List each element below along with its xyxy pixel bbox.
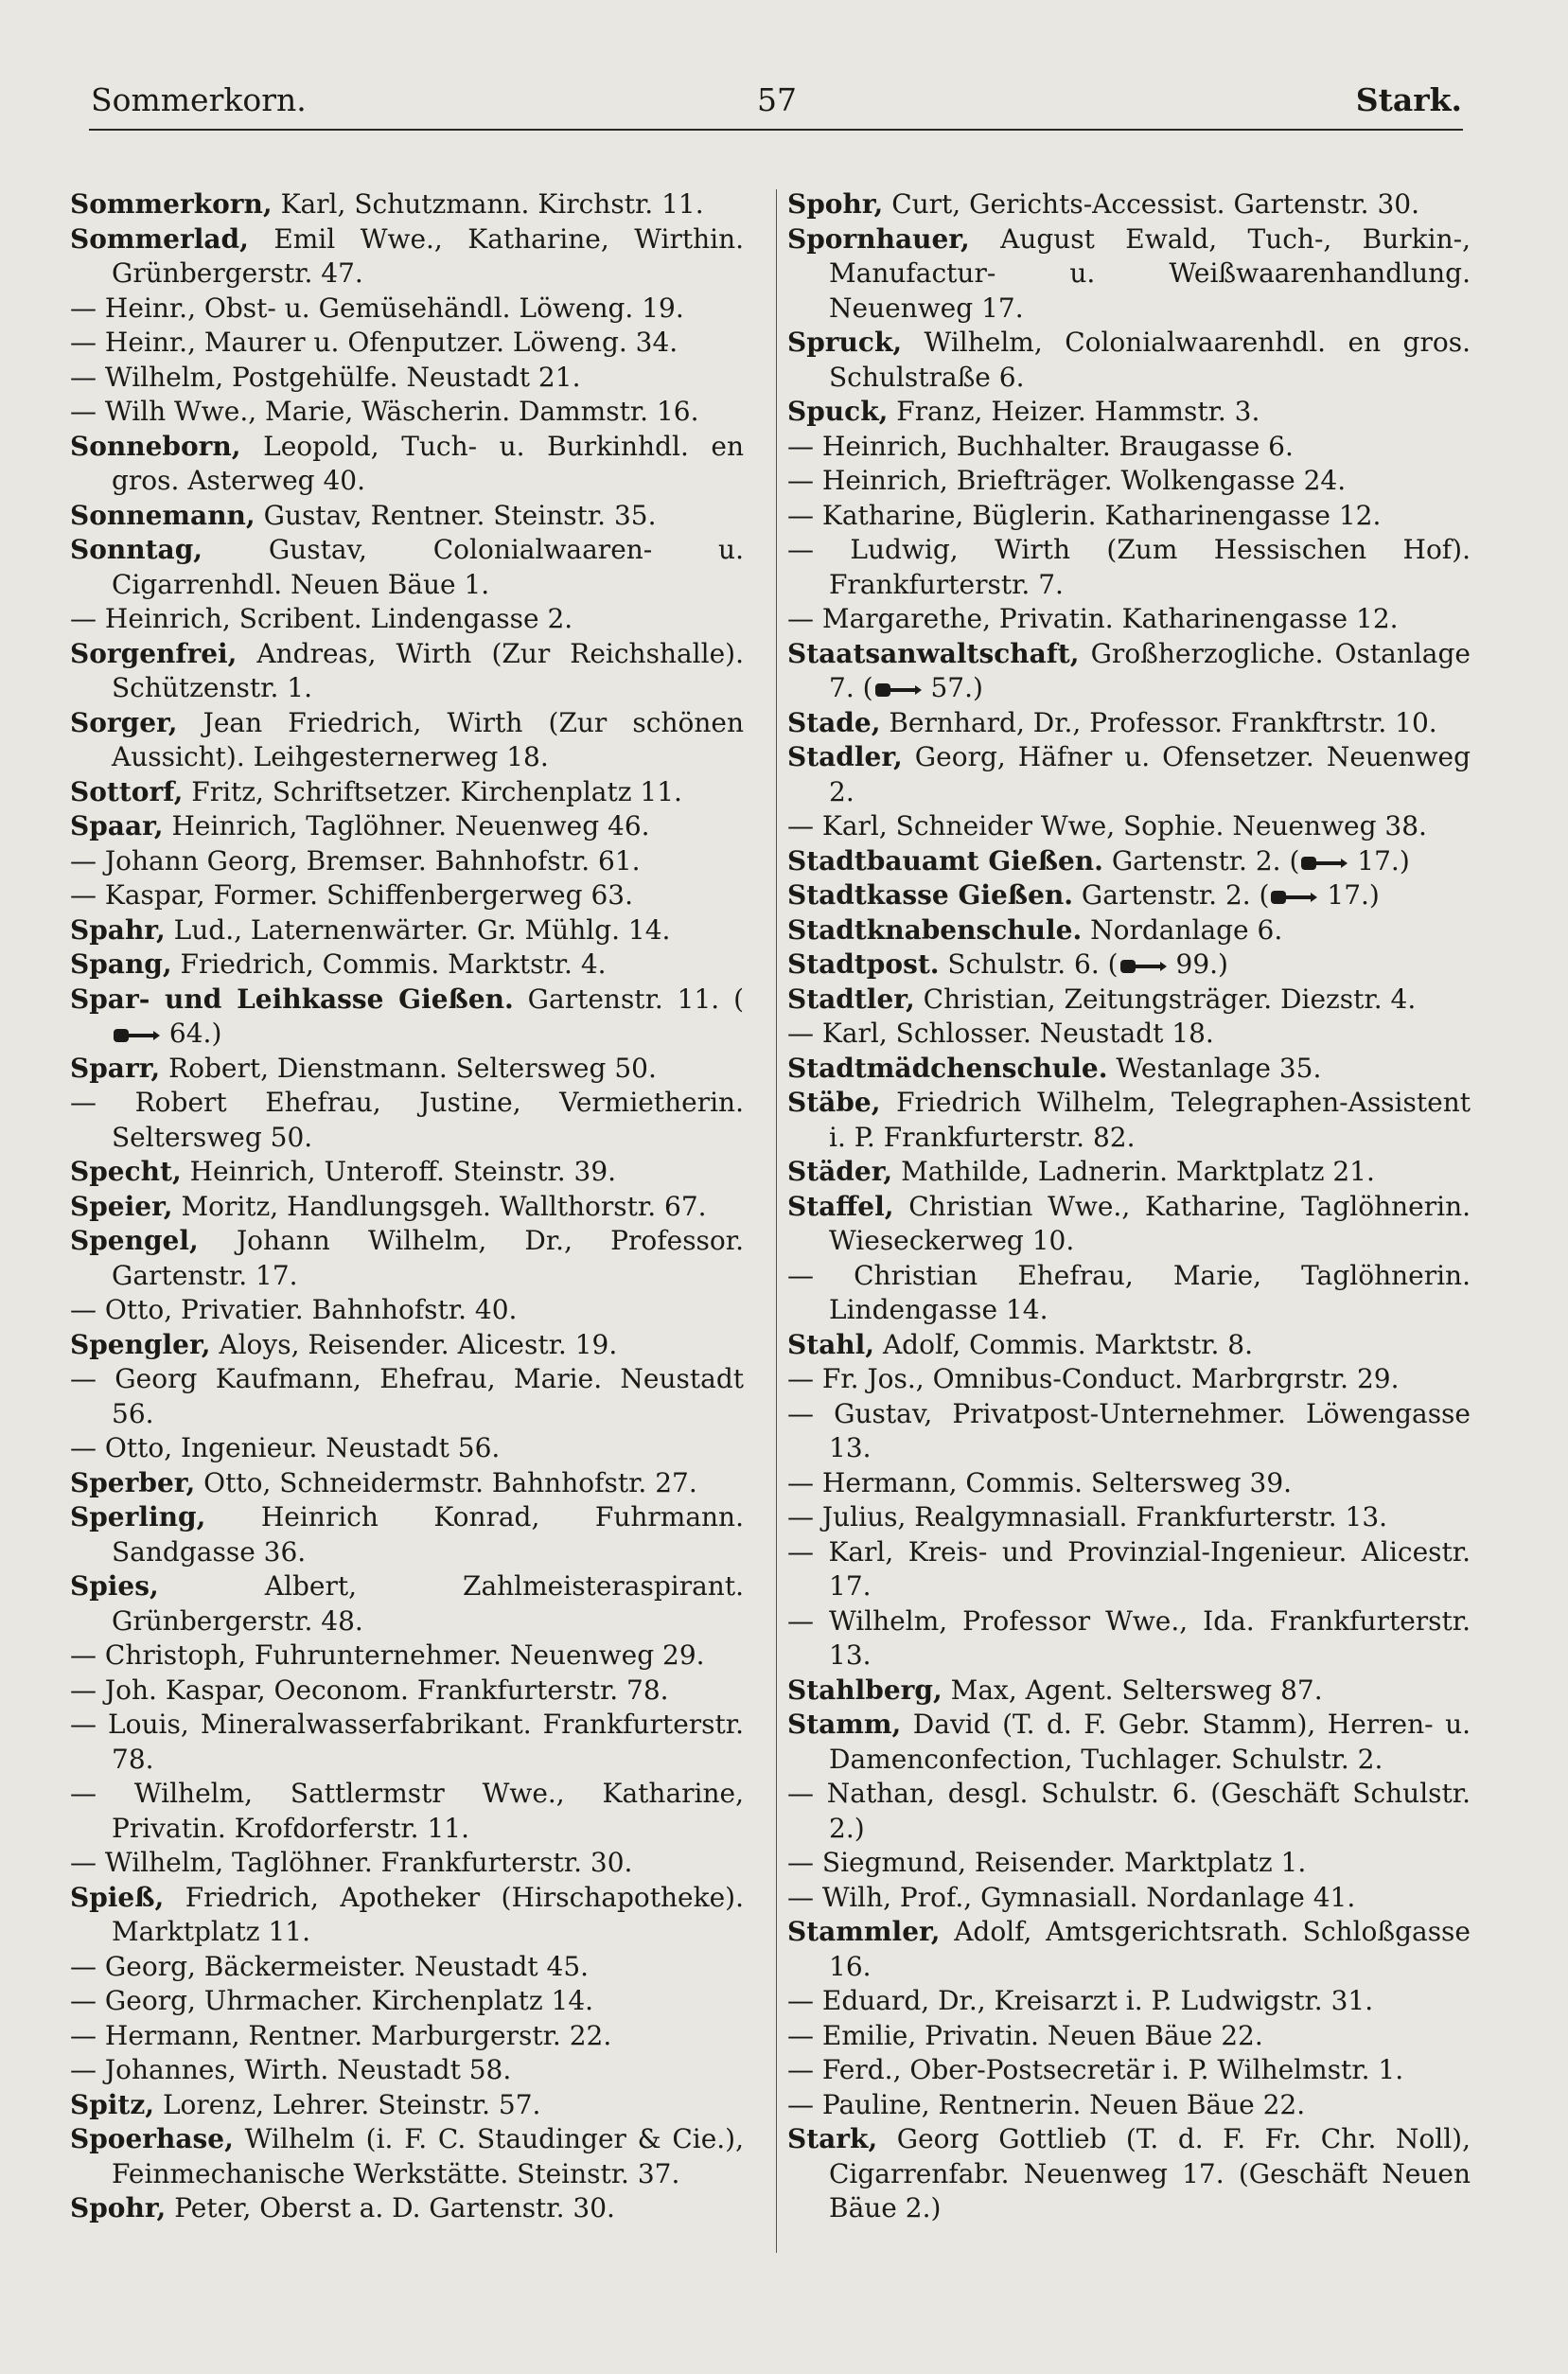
directory-entry [70, 1950, 744, 1985]
directory-entry [70, 1777, 744, 1846]
directory-entry [787, 913, 1471, 948]
entry-details: — Fr. Jos., Omnibus-Conduct. Marbrgrstr. 29. [787, 1363, 1400, 1394]
entry-surname: Specht, [70, 1156, 182, 1187]
entry-details: Gartenstr. 2. [1111, 844, 1281, 877]
entry-details: — Robert Ehefrau, Justine, Vermietherin. Seltersweg 50. [70, 1087, 744, 1153]
entry-surname: Stahlberg, [787, 1674, 943, 1706]
entry-details: Otto, Schneidermstr. Bahnhofstr. 27. [203, 1466, 697, 1498]
telephone-hand-icon [873, 681, 923, 700]
directory-entry [787, 2088, 1471, 2123]
entry-surname: Stahl, [787, 1328, 875, 1360]
entry-details: Wilhelm, Colonialwaarenhdl. en gros. Schulstraße 6. [829, 327, 1471, 393]
directory-entry [70, 2191, 744, 2226]
directory-entry [787, 1328, 1471, 1363]
entry-details: Franz, Heizer. Hammstr. 3. [896, 396, 1260, 427]
entry-details: — Wilhelm, Professor Wwe., Ida. Frankfurterstr. 13. [787, 1604, 1471, 1671]
entry-details: — Johannes, Wirth. Neustadt 58. [70, 2054, 512, 2085]
directory-entry [787, 464, 1471, 499]
directory-entry [787, 1259, 1471, 1328]
directory-entry [70, 326, 744, 361]
telephone-number: 99. [1175, 948, 1219, 980]
directory-entry [70, 948, 744, 983]
directory-entry [70, 1190, 744, 1225]
directory-entry [787, 326, 1471, 395]
directory-entry [787, 187, 1471, 222]
entry-surname: Stadler, [787, 741, 903, 772]
directory-entry [70, 1224, 744, 1293]
entry-details: — Ferd., Ober-Postsecretär i. P. Wilhelmstr. 1. [787, 2054, 1404, 2085]
entry-surname: Sommerkorn, [70, 188, 273, 220]
entry-surname: Spruck, [787, 327, 903, 358]
telephone-hand-icon [112, 1026, 161, 1045]
entry-details: Jean Friedrich, Wirth (Zur schönen Aussicht). Leihgesternerweg 18. [112, 706, 744, 772]
directory-entry [70, 222, 744, 292]
entry-details: Adolf, Amtsgerichtsrath. Schloßgasse 16. [829, 1916, 1471, 1982]
entry-details: — Christian Ehefrau, Marie, Taglöhnerin. Lindengasse 14. [787, 1259, 1471, 1325]
entry-details: Leopold, Tuch- u. Burkinhdl. en gros. Asterweg 40. [112, 430, 744, 496]
entry-details: Georg, Häfner u. Ofensetzer. Neuenweg 2. [829, 741, 1471, 807]
entry-details: — Otto, Ingenieur. Neustadt 56. [70, 1432, 501, 1463]
entry-details: Johann Wilhelm, Dr., Professor. Gartenstr. 17. [112, 1225, 744, 1291]
entry-details: — Wilhelm, Postgehülfe. Neustadt 21. [70, 361, 581, 393]
directory-entry [787, 1535, 1471, 1604]
entry-details: Fritz, Schriftsetzer. Kirchenplatz 11. [191, 775, 682, 807]
directory-entry [787, 1777, 1471, 1846]
directory-entry [787, 1397, 1471, 1466]
entry-details: Christian, Zeitungsträger. Diezstr. 4. [923, 983, 1417, 1015]
directory-entry [70, 1086, 744, 1155]
entry-details: — Wilh Wwe., Marie, Wäscherin. Dammstr. 16. [70, 396, 699, 427]
directory-entry [70, 1293, 744, 1328]
entry-surname: Sottorf, [70, 775, 184, 807]
entry-details: — Wilh, Prof., Gymnasiall. Nordanlage 41. [787, 1881, 1356, 1913]
entry-details: — Johann Georg, Bremser. Bahnhofstr. 61. [70, 844, 641, 877]
directory-entry [70, 499, 744, 534]
entry-surname: Sperber, [70, 1466, 196, 1498]
entry-details: — Nathan, desgl. Schulstr. 6. (Geschäft Schulstr. 2.) [787, 1778, 1471, 1844]
entry-details: — Margarethe, Privatin. Katharinengasse 12. [787, 603, 1399, 634]
entry-details: Christian Wwe., Katharine, Taglöhnerin. Wieseckerweg 10. [829, 1190, 1471, 1256]
entry-surname: Staffel, [787, 1190, 894, 1222]
entry-surname: Stark, [787, 2123, 878, 2154]
directory-entry [787, 1190, 1471, 1259]
directory-entry [70, 637, 744, 706]
directory-entry [70, 1881, 744, 1950]
entry-details: — Joh. Kaspar, Oeconom. Frankfurterstr. 78. [70, 1674, 669, 1706]
entry-surname: Sommerlad, [70, 222, 249, 255]
entry-details: — Siegmund, Reisender. Marktplatz 1. [787, 1847, 1307, 1878]
entry-surname: Spengler, [70, 1328, 211, 1360]
directory-entry [70, 1984, 744, 2019]
entry-details: Albert, Zahlmeisteraspirant. Grünbergerstr. 48. [112, 1570, 744, 1637]
entry-surname: Spar- und Leihkasse Gießen. [70, 983, 514, 1015]
directory-entry [787, 430, 1471, 465]
entry-surname: Sorgenfrei, [70, 637, 238, 669]
entry-surname: Städer, [787, 1156, 893, 1187]
directory-entry [70, 1155, 744, 1190]
directory-entry [787, 1674, 1471, 1709]
entry-details: Heinrich, Unteroff. Steinstr. 39. [189, 1156, 617, 1187]
entry-details: Gartenstr. 2. [1081, 879, 1251, 911]
telephone-number: 17. [1327, 879, 1369, 911]
entry-details: — Karl, Kreis- und Provinzial-Ingenieur. Alicestr. 17. [787, 1535, 1471, 1602]
entry-details: — Heinr., Maurer u. Ofenputzer. Löweng. 34. [70, 327, 678, 358]
entry-details: — Heinrich, Briefträger. Wolkengasse 24. [787, 465, 1347, 496]
directory-entry [787, 706, 1471, 741]
directory-entry [70, 361, 744, 396]
directory-entry [787, 1915, 1471, 1984]
entry-surname: Sonneborn, [70, 430, 241, 462]
entry-details: — Pauline, Rentnerin. Neuen Bäue 22. [787, 2088, 1306, 2120]
directory-entry [70, 706, 744, 775]
entry-surname: Spornhauer, [787, 222, 970, 255]
entry-details: August Ewald, Tuch-, Burkin-, Manufactur- u. Weißwaarenhandlung. Neuenweg 17. [829, 222, 1471, 324]
entry-surname: Spahr, [70, 913, 166, 946]
directory-entry [70, 533, 744, 602]
entry-details: Georg Gottlieb (T. d. F. Fr. Chr. Noll), Cigarrenfabr. Neuenweg 17. (Geschäft Neuen Bäue 2.) [829, 2123, 1471, 2223]
entry-surname: Spang, [70, 948, 172, 980]
directory-entry [787, 1604, 1471, 1674]
directory-entry [70, 2019, 744, 2054]
entry-details: — Kaspar, Former. Schiffenbergerweg 63. [70, 879, 633, 911]
entry-surname: Sonntag, [70, 534, 203, 565]
directory-entry [70, 878, 744, 913]
page-number: 57 [757, 81, 797, 118]
directory-entry [787, 1017, 1471, 1052]
telephone-number: 64. [168, 1018, 212, 1049]
entry-surname: Stadtler, [787, 983, 915, 1015]
entry-details: — Georg Kaufmann, Ehefrau, Marie. Neustadt 56. [70, 1363, 744, 1429]
directory-entry [787, 2122, 1471, 2226]
entry-details: — Wilhelm, Sattlermstr Wwe., Katharine, Privatin. Krofdorferstr. 11. [70, 1778, 744, 1844]
entry-details: Lud., Laternenwärter. Gr. Mühlg. 14. [173, 913, 671, 946]
directory-entry [787, 1500, 1471, 1535]
entry-surname: Sorger, [70, 706, 178, 738]
entry-details: David (T. d. F. Gebr. Stamm), Herren- u. Damenconfection, Tuchlager. Schulstr. 2. [829, 1709, 1471, 1775]
entry-details: Nordanlage 6. [1090, 913, 1283, 946]
directory-entry [787, 222, 1471, 327]
entry-surname: Sperling, [70, 1501, 206, 1532]
entry-details: Friedrich Wilhelm, Telegraphen-Assistent i. P. Frankfurterstr. 82. [829, 1087, 1471, 1153]
directory-entry [787, 740, 1471, 809]
entry-details: — Heinrich, Buchhalter. Braugasse 6. [787, 430, 1294, 462]
entry-details: Westanlage 35. [1116, 1052, 1322, 1084]
directory-entry [70, 1639, 744, 1674]
directory-entry [70, 1846, 744, 1881]
directory-entry [787, 1086, 1471, 1155]
directory-entry [787, 395, 1471, 430]
entry-details: — Georg, Uhrmacher. Kirchenplatz 14. [70, 1985, 594, 2016]
directory-entry [787, 602, 1471, 637]
directory-entry: Stadtbauamt Gießen. Gartenstr. 2. ( 17.) [787, 844, 1410, 877]
entry-details: — Gustav, Privatpost-Unternehmer. Löwengasse 13. [787, 1397, 1471, 1463]
entry-details: Gartenstr. 11. [527, 983, 720, 1015]
entry-surname: Spies, [70, 1570, 159, 1602]
entry-details: Wilhelm (i. F. C. Staudinger & Cie.), Feinmechanische Werkstätte. Steinstr. 37. [112, 2123, 744, 2189]
entry-surname: Spitz, [70, 2088, 155, 2120]
entry-surname: Spieß, [70, 1881, 165, 1913]
entry-surname: Sonnemann, [70, 499, 255, 531]
entry-details: Schulstr. 6. [947, 948, 1100, 980]
directory-entry [787, 1846, 1471, 1881]
entry-details: Großherzogliche. Ostanlage 7. [829, 637, 1471, 703]
left-column [70, 187, 744, 2226]
entry-surname: Stade, [787, 706, 881, 738]
header-rule [89, 129, 1463, 131]
directory-entry [787, 1362, 1471, 1397]
entry-details: Aloys, Reisender. Alicestr. 19. [219, 1328, 618, 1360]
directory-entry [787, 1708, 1471, 1777]
entry-surname: Stadtknabenschule. [787, 913, 1083, 946]
entry-details: Adolf, Commis. Marktstr. 8. [882, 1328, 1253, 1360]
directory-entry [787, 1052, 1471, 1087]
entry-details: — Heinrich, Scribent. Lindengasse 2. [70, 603, 573, 634]
entry-details: — Hermann, Commis. Seltersweg 39. [787, 1466, 1293, 1498]
directory-entry [70, 913, 744, 948]
entry-details: — Otto, Privatier. Bahnhofstr. 40. [70, 1294, 518, 1325]
directory-entry: Stadtpost. Schulstr. 6. ( 99.) [787, 948, 1228, 980]
telephone-number: 57. [930, 672, 973, 703]
entry-surname: Sparr, [70, 1052, 161, 1084]
directory-entry [70, 292, 744, 327]
entry-surname: Stadtbauamt Gießen. [787, 844, 1103, 877]
entry-details: Robert, Dienstmann. Seltersweg 50. [168, 1052, 657, 1084]
entry-details: — Karl, Schneider Wwe, Sophie. Neuenweg 38. [787, 810, 1427, 842]
entry-details: Gustav, Rentner. Steinstr. 35. [263, 499, 657, 531]
entry-surname: Spohr, [70, 2192, 167, 2223]
directory-entry: Staatsanwaltschaft, Großherzogliche. Ostanlage 7. ( 57.) [787, 637, 1471, 703]
entry-details: Andreas, Wirth (Zur Reichshalle). Schützenstr. 1. [112, 637, 744, 703]
entry-details: Friedrich, Apotheker (Hirschapotheke). Marktplatz 11. [112, 1881, 744, 1947]
directory-entry [70, 1466, 744, 1501]
entry-surname: Stäbe, [787, 1087, 881, 1118]
entry-surname: Stadtpost. [787, 948, 940, 980]
directory-entry [70, 1431, 744, 1466]
entry-surname: Staatsanwaltschaft, [787, 637, 1080, 669]
entry-details: Lorenz, Lehrer. Steinstr. 57. [162, 2088, 541, 2120]
directory-entry [70, 1328, 744, 1363]
directory-entry [70, 1569, 744, 1639]
entry-details: — Georg, Bäckermeister. Neustadt 45. [70, 1950, 590, 1982]
entry-details: Bernhard, Dr., Professor. Frankftrstr. 10. [889, 706, 1437, 738]
entry-surname: Speier, [70, 1190, 173, 1222]
directory-entry [70, 1674, 744, 1709]
entry-surname: Stadtmädchenschule. [787, 1052, 1108, 1084]
right-column [787, 187, 1471, 2226]
directory-entry [787, 2019, 1471, 2054]
entry-details: Karl, Schutzmann. Kirchstr. 11. [280, 188, 704, 220]
directory-entry [787, 1155, 1471, 1190]
directory-entry [70, 430, 744, 499]
column-divider [776, 189, 777, 2253]
entry-details: Friedrich, Commis. Marktstr. 4. [180, 948, 607, 980]
running-head-left: Sommerkorn. [91, 81, 307, 118]
telephone-hand-icon [1119, 957, 1168, 976]
directory-entry [787, 983, 1471, 1018]
directory-entry [70, 1500, 744, 1569]
directory-entry [70, 844, 744, 879]
directory-entry [70, 602, 744, 637]
entry-details: Emil Wwe., Katharine, Wirthin. Grünbergerstr. 47. [112, 222, 744, 289]
telephone-number: 17. [1357, 844, 1400, 877]
directory-entry [70, 809, 744, 844]
directory-entry [70, 187, 744, 222]
entry-details: — Eduard, Dr., Kreisarzt i. P. Ludwigstr. 31. [787, 1985, 1374, 2016]
telephone-hand-icon [1299, 854, 1348, 873]
entry-details: Peter, Oberst a. D. Gartenstr. 30. [174, 2192, 615, 2223]
directory-entry [70, 1708, 744, 1777]
entry-details: — Christoph, Fuhrunternehmer. Neuenweg 29. [70, 1639, 705, 1671]
telephone-hand-icon [1269, 888, 1318, 907]
directory-entry [70, 2122, 744, 2191]
directory-entry [70, 2088, 744, 2123]
entry-details: Heinrich Konrad, Fuhrmann. Sandgasse 36. [112, 1501, 744, 1568]
entry-surname: Spaar, [70, 810, 164, 842]
entry-surname: Spoerhase, [70, 2123, 234, 2154]
directory-entry [787, 1466, 1471, 1501]
entry-details: — Emilie, Privatin. Neuen Bäue 22. [787, 2019, 1263, 2051]
entry-details: Mathilde, Ladnerin. Marktplatz 21. [901, 1156, 1375, 1187]
entry-details: — Louis, Mineralwasserfabrikant. Frankfurterstr. 78. [70, 1709, 744, 1775]
directory-entry [70, 1362, 744, 1431]
directory-entry [787, 1984, 1471, 2019]
entry-details: Moritz, Handlungsgeh. Wallthorstr. 67. [181, 1190, 707, 1222]
directory-entry [70, 775, 744, 810]
running-head-right: Stark. [1355, 81, 1462, 118]
directory-entry [787, 533, 1471, 602]
entry-surname: Stammler, [787, 1916, 941, 1947]
entry-surname: Spuck, [787, 396, 889, 427]
entry-details: Heinrich, Taglöhner. Neuenweg 46. [171, 810, 650, 842]
entry-details: — Katharine, Büglerin. Katharinengasse 12. [787, 499, 1382, 531]
directory-entry [787, 499, 1471, 534]
entry-details: Max, Agent. Seltersweg 87. [950, 1674, 1323, 1706]
entry-surname: Stadtkasse Gießen. [787, 879, 1073, 911]
entry-details: — Hermann, Rentner. Marburgerstr. 22. [70, 2019, 612, 2051]
directory-entry [70, 1052, 744, 1087]
entry-details: Gustav, Colonialwaaren- u. Cigarrenhdl. Neuen Bäue 1. [112, 534, 744, 600]
directory-entry [70, 2053, 744, 2088]
entry-details: — Heinr., Obst- u. Gemüsehändl. Löweng. 19. [70, 292, 684, 324]
entry-details: — Karl, Schlosser. Neustadt 18. [787, 1018, 1214, 1049]
entry-surname: Stamm, [787, 1709, 902, 1740]
directory-entry: Stadtkasse Gießen. Gartenstr. 2. ( 17.) [787, 879, 1380, 911]
directory-entry [787, 2053, 1471, 2088]
directory-entry [787, 809, 1471, 844]
directory-entry [70, 395, 744, 430]
entry-details: — Ludwig, Wirth (Zum Hessischen Hof). Frankfurterstr. 7. [787, 534, 1471, 600]
entry-surname: Spengel, [70, 1225, 199, 1256]
entry-details: — Wilhelm, Taglöhner. Frankfurterstr. 30. [70, 1847, 633, 1878]
directory-entry: Spar- und Leihkasse Gießen. Gartenstr. 11. ( 64.) [70, 983, 744, 1049]
directory-entry [787, 1881, 1471, 1916]
entry-details: — Julius, Realgymnasiall. Frankfurterstr. 13. [787, 1501, 1388, 1532]
entry-surname: Spohr, [787, 188, 884, 220]
entry-details: Curt, Gerichts-Accessist. Gartenstr. 30. [891, 188, 1420, 220]
